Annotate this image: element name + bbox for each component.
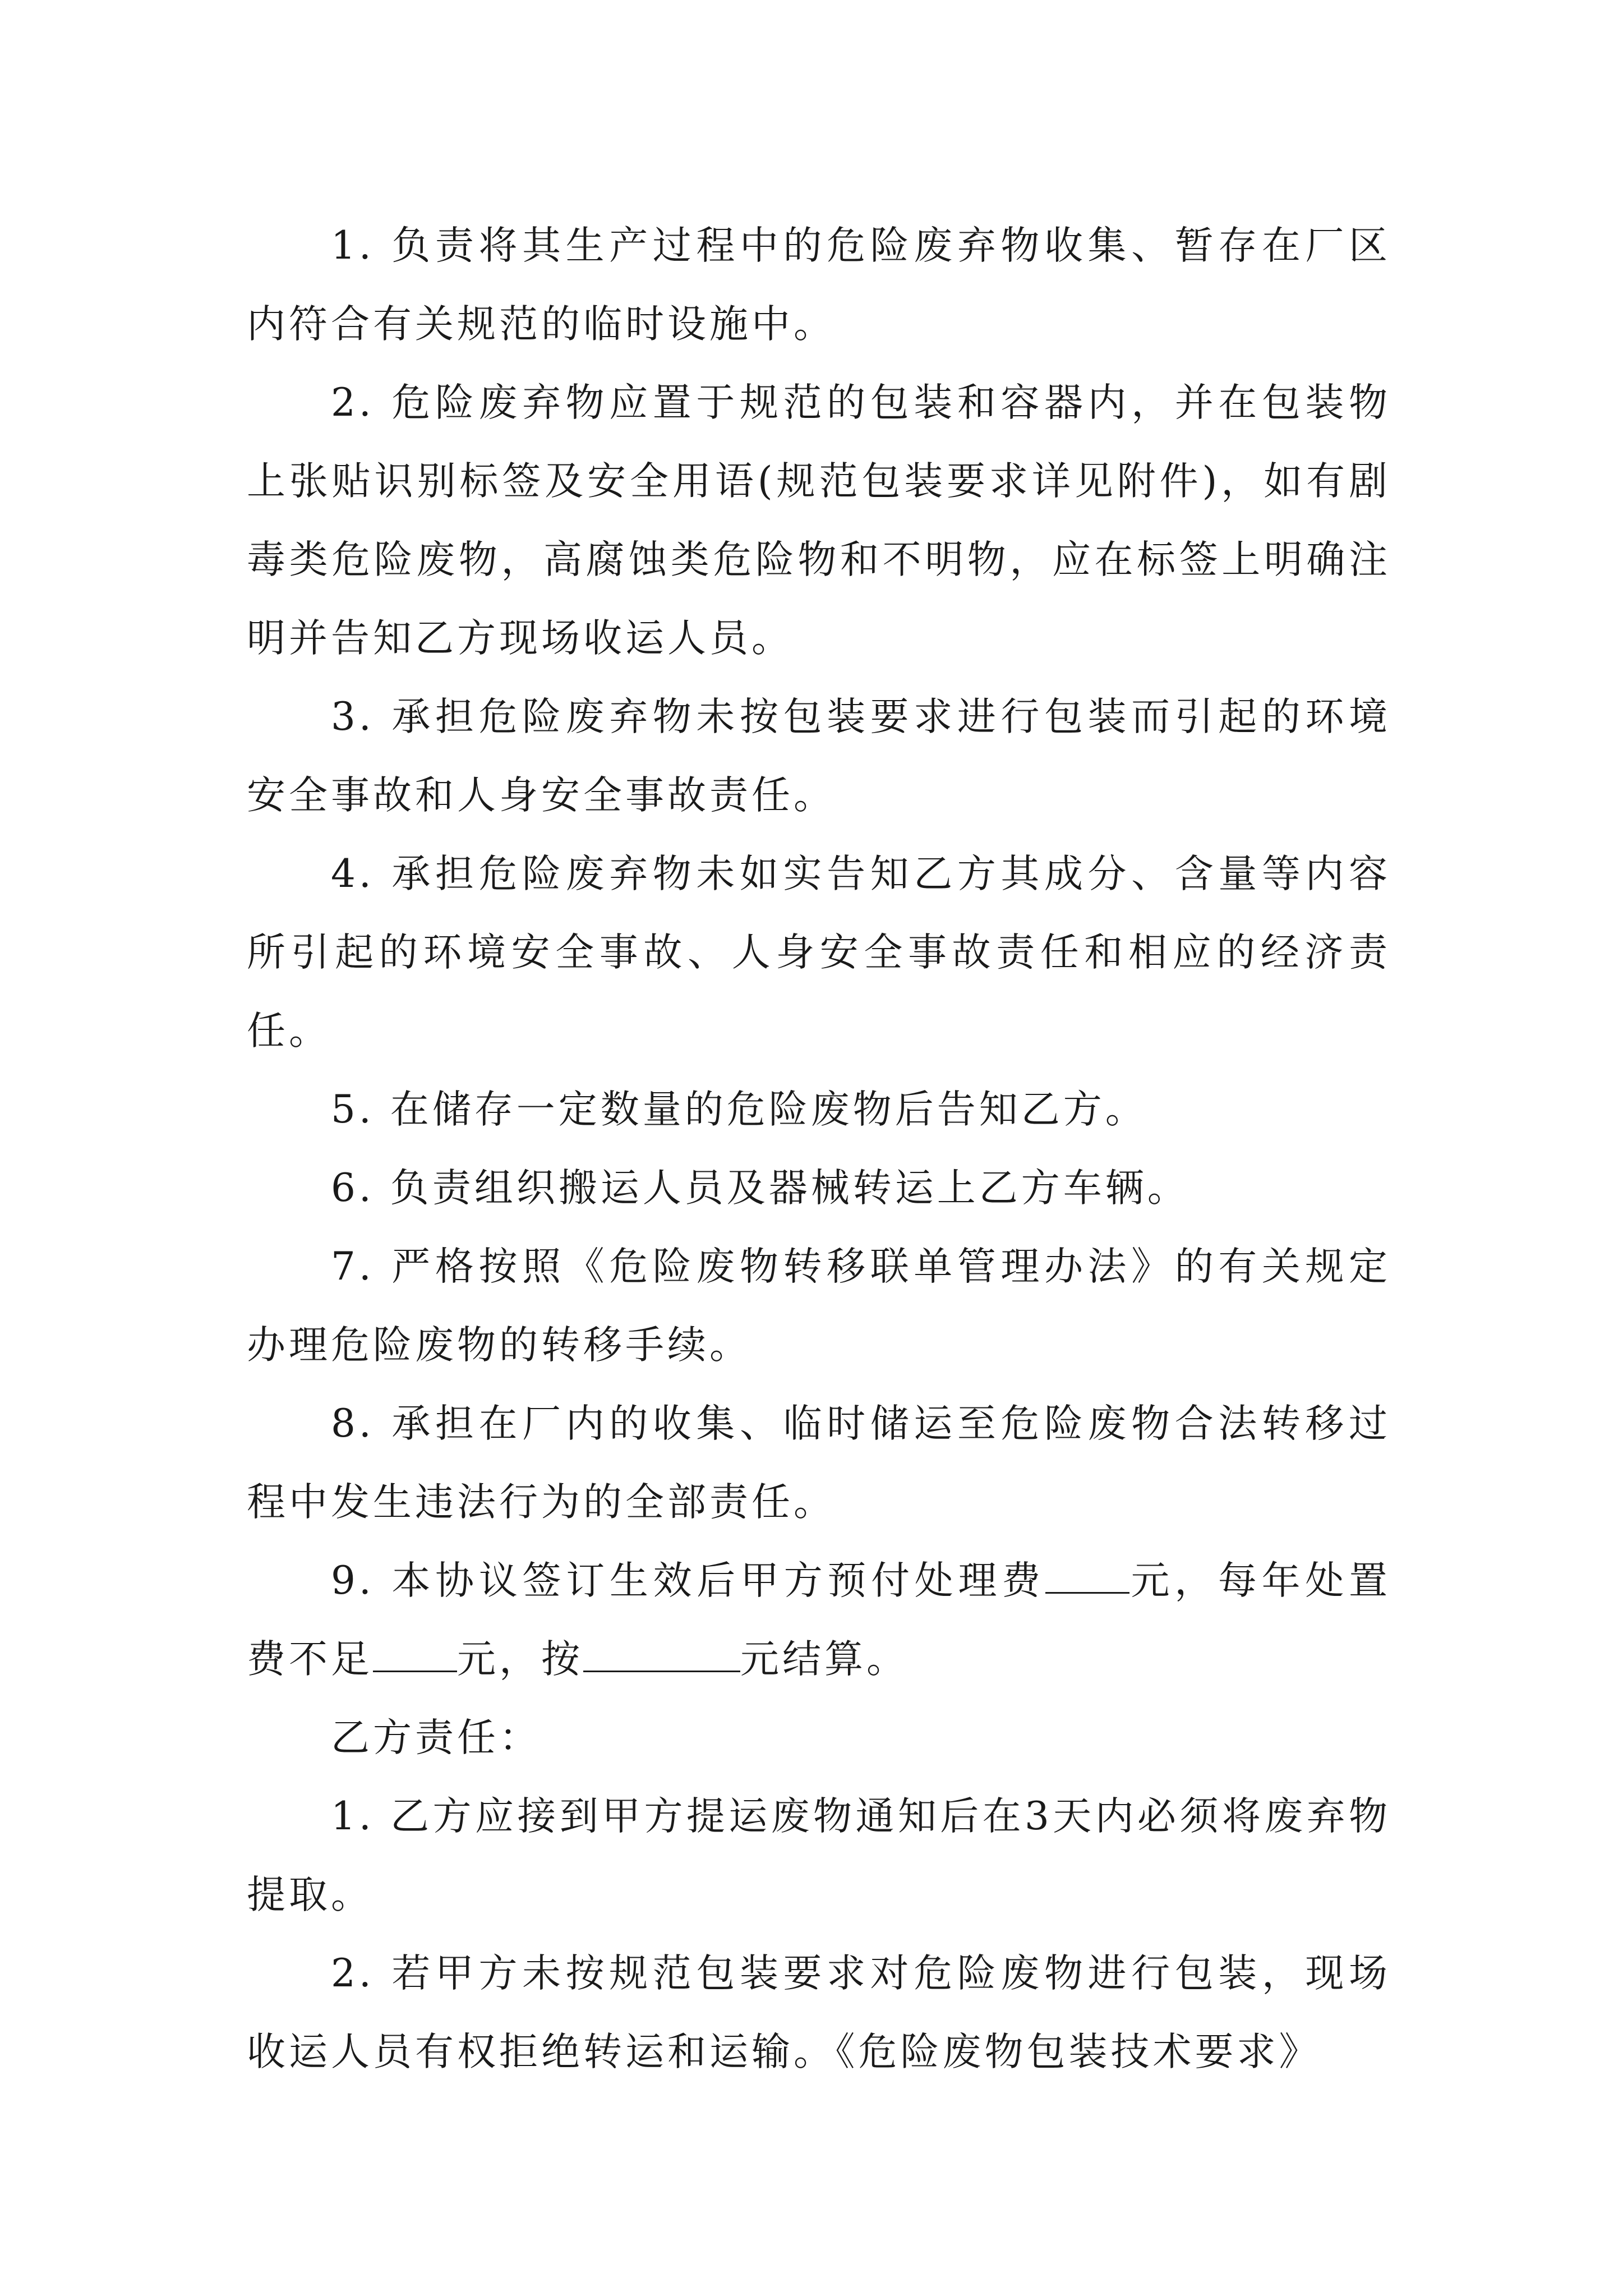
item-text: 承担在厂内的收集、临时储运至危险废物合法转移过程中发生违法行为的全部责任。 [247, 1401, 1391, 1525]
party-a-item-9 [247, 1542, 1391, 1699]
item-number: 3. [331, 694, 375, 739]
item-number: 7. [331, 1244, 375, 1289]
item-number: 5. [331, 1087, 375, 1132]
item-text: 负责组织搬运人员及器械转运上乙方车辆。 [390, 1166, 1189, 1211]
item-number: 1. [331, 1794, 375, 1839]
settlement-amount-blank [583, 1631, 740, 1672]
party-a-item-8 [247, 1384, 1391, 1542]
item-text: 承担危险废弃物未按包装要求进行包装而引起的环境安全事故和人身安全事故责任。 [247, 694, 1391, 818]
item-number: 2. [331, 1951, 375, 1996]
item-number: 4. [331, 852, 375, 896]
party-a-item-3 [247, 678, 1391, 835]
party-a-item-7 [247, 1227, 1391, 1384]
party-a-item-2 [247, 364, 1391, 678]
item-text-part-c: 元，按 [457, 1637, 583, 1682]
party-a-item-4 [247, 835, 1391, 1070]
party-a-item-1 [247, 206, 1391, 364]
item-number: 9. [331, 1558, 375, 1603]
item-text: 严格按照《危险废物转移联单管理办法》的有关规定办理危险废物的转移手续。 [247, 1244, 1391, 1368]
item-text-part-b: 元，每年处置费不足 [247, 1558, 1391, 1682]
item-number: 2. [331, 380, 375, 425]
item-text: 负责将其生产过程中的危险废弃物收集、暂存在厂区内符合有关规范的临时设施中。 [247, 223, 1391, 347]
document-body [247, 206, 1391, 2091]
item-text-part-d: 元结算。 [740, 1637, 909, 1682]
prepaid-fee-blank [1045, 1553, 1129, 1594]
item-number: 1. [331, 223, 375, 268]
annual-shortfall-blank [373, 1631, 457, 1672]
item-text: 在储存一定数量的危险废物后告知乙方。 [390, 1087, 1147, 1132]
item-number: 6. [331, 1166, 375, 1211]
party-b-heading [247, 1699, 1391, 1777]
item-text: 若甲方未按规范包装要求对危险废物进行包装，现场收运人员有权拒绝转运和运输。《危险废物包装技术要求》 [247, 1951, 1391, 2074]
item-number: 8. [331, 1401, 375, 1446]
section-heading: 乙方责任： [331, 1715, 541, 1760]
party-b-item-1 [247, 1777, 1391, 1934]
item-text: 承担危险废弃物未如实告知乙方其成分、含量等内容所引起的环境安全事故、人身安全事故责任和相应的经济责任。 [247, 852, 1391, 1053]
item-text: 乙方应接到甲方提运废物通知后在3天内必须将废弃物提取。 [247, 1794, 1391, 1917]
party-a-item-5 [247, 1070, 1391, 1149]
party-a-item-6 [247, 1149, 1391, 1227]
item-text-part-a: 本协议签订生效后甲方预付处理费 [391, 1558, 1045, 1603]
party-b-item-2 [247, 1934, 1391, 2091]
item-text: 危险废弃物应置于规范的包装和容器内，并在包装物上张贴识别标签及安全用语(规范包装要求详见附件)，如有剧毒类危险废物，高腐蚀类危险物和不明物，应在标签上明确注明并告知乙方现场收运人员。 [247, 380, 1391, 661]
